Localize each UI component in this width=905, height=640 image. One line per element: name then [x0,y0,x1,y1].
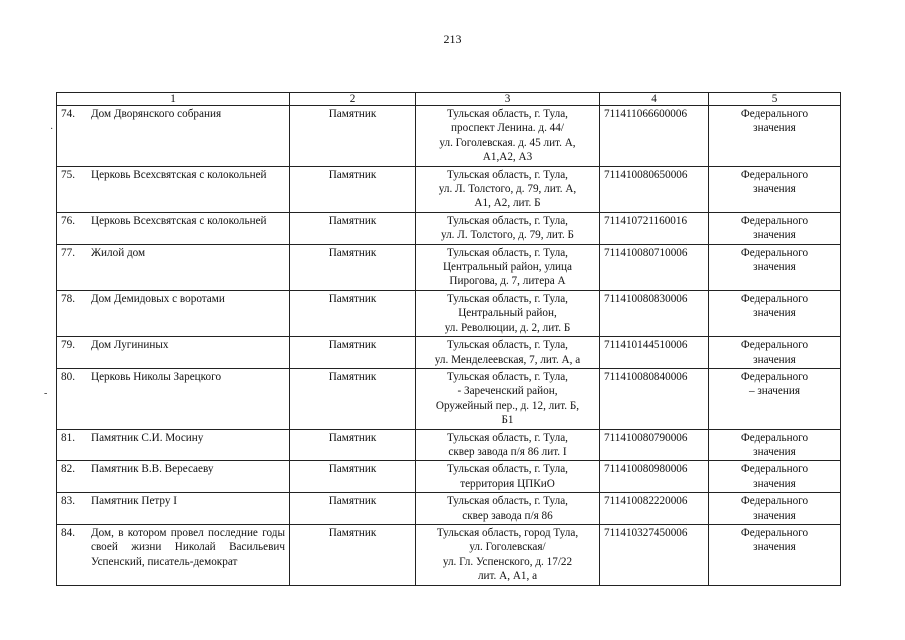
object-type-cell: Памятник [290,429,416,461]
address-line: ул. Гл. Успенского, д. 17/22 [442,555,573,568]
address-line: - Зареченский район, [457,385,558,398]
significance-cell [709,212,841,244]
registry-code-cell: 711411066600006 [600,106,709,167]
column-header-row [57,93,841,106]
address-line: Тульская область, город Тула, [436,526,579,539]
object-name: Церковь Всехсвятская с колокольней [91,214,267,227]
table-row [57,106,841,167]
address-line: ул. Менделеевская, 7, лит. А, а [434,353,581,366]
heritage-registry-table [56,92,841,586]
significance-line: Федерального [740,339,809,352]
object-name: Дом Дворянского собрания [91,108,222,120]
registry-code-cell: 711410080650006 [600,166,709,212]
object-type-cell: Памятник [290,337,416,369]
row-number: 75. [61,168,75,181]
object-name: Дом, в котором провел последние годы своей жизни Николай Васильевич Успенский, писатель-демократ [91,526,285,568]
address-line: ул. Гоголевская/ [469,541,546,554]
significance-line: значения [753,477,796,490]
table-row [57,290,841,336]
significance-line: значения [753,261,796,274]
row-number: 74. [61,108,75,120]
object-name: Церковь Всехсвятская с колокольней [91,168,267,181]
significance-line: значения [753,183,796,196]
address-line: Б1 [501,414,514,427]
significance-cell [709,524,841,585]
table-row [57,337,841,369]
address-line: Тульская область, г. Тула, [447,463,568,476]
object-name-cell [57,461,290,493]
significance-line: Федерального [740,214,809,227]
address-line: Центральный район, улица [442,261,573,274]
scan-mark: · [50,124,54,135]
significance-cell [709,461,841,493]
address-line: проспект Ленина. д. 44/ [451,122,564,135]
address-line: Тульская область, г. Тула, [447,108,568,120]
object-name: Памятник В.В. Вересаеву [91,463,214,476]
table-row [57,368,841,429]
table-body [57,106,841,586]
row-number: 80. [61,370,75,383]
significance-line: значения [753,509,796,522]
row-number: 84. [61,526,75,539]
address-line: А1,А2, А3 [482,151,533,164]
object-name: Памятник Петру I [91,495,177,508]
object-name-cell [57,493,290,525]
address-line: Тульская область, г. Тула, [447,246,568,259]
scan-mark: - [44,388,48,399]
significance-line: Федерального [740,246,809,259]
significance-cell [709,429,841,461]
table-row [57,244,841,290]
object-type-cell: Памятник [290,368,416,429]
column-header-4: 4 [600,93,709,106]
column-header-3: 3 [416,93,600,106]
table-row [57,166,841,212]
object-name-cell [57,290,290,336]
row-number: 78. [61,292,75,305]
object-type-cell: Памятник [290,166,416,212]
significance-cell [709,290,841,336]
significance-line: значения [753,229,796,242]
significance-line: Федерального [740,495,809,508]
row-number: 83. [61,495,75,508]
address-line: Тульская область, г. Тула, [447,431,568,444]
significance-line: Федерального [740,463,809,476]
row-number: 82. [61,463,75,476]
significance-line: – значения [748,385,801,398]
significance-cell [709,106,841,167]
row-number: 77. [61,246,75,259]
column-header-1: 1 [57,93,290,106]
address-cell [416,429,600,461]
address-line: А1, А2, лит. Б [474,197,541,210]
significance-cell [709,244,841,290]
significance-line: Федерального [740,292,809,305]
address-line: территория ЦПКиО [460,477,555,490]
object-name-cell [57,337,290,369]
table-row [57,524,841,585]
address-line: Пирогова, д. 7, литера А [449,275,566,288]
object-name-cell [57,106,290,167]
object-type-cell: Памятник [290,106,416,167]
object-type-cell: Памятник [290,493,416,525]
registry-code-cell: 711410080980006 [600,461,709,493]
object-type-cell: Памятник [290,212,416,244]
address-cell [416,106,600,167]
address-cell [416,166,600,212]
significance-line: значения [753,307,796,320]
row-number: 79. [61,339,75,352]
object-name-cell [57,429,290,461]
significance-cell [709,337,841,369]
registry-code-cell: 711410080710006 [600,244,709,290]
page-number: 213 [443,32,462,46]
address-line: ул. Революции, д. 2, лит. Б [444,321,571,334]
address-line: Оружейный пер., д. 12, лит. Б, [435,399,580,412]
registry-code-cell: 711410144510006 [600,337,709,369]
address-cell [416,461,600,493]
address-line: Тульская область, г. Тула, [447,495,568,508]
object-name-cell [57,166,290,212]
address-cell [416,337,600,369]
address-line: Тульская область, г. Тула, [447,168,568,181]
significance-line: значения [753,353,796,366]
significance-line: Федерального [740,370,809,383]
table-row [57,461,841,493]
row-number: 76. [61,214,75,227]
significance-line: Федерального [740,431,809,444]
address-line: ул. Л. Толстого, д. 79, лит. А, [438,183,577,196]
address-line: лит. А, А1, а [477,570,538,583]
column-header-2: 2 [290,93,416,106]
object-name: Жилой дом [91,246,146,259]
significance-cell [709,493,841,525]
address-line: Тульская область, г. Тула, [447,370,568,383]
address-cell [416,212,600,244]
object-name: Церковь Николы Зарецкого [91,370,222,383]
address-line: Тульская область, г. Тула, [447,292,568,305]
table-row [57,429,841,461]
registry-code-cell: 711410327450006 [600,524,709,585]
object-name: Дом Лугининых [91,339,169,352]
registry-code-cell: 711410082220006 [600,493,709,525]
significance-line: значения [753,541,796,554]
object-name-cell [57,244,290,290]
object-type-cell: Памятник [290,290,416,336]
object-type-cell: Памятник [290,461,416,493]
significance-cell [709,368,841,429]
address-line: ул. Л. Толстого, д. 79, лит. Б [441,229,574,242]
significance-line: значения [753,445,796,458]
row-number: 81. [61,431,75,444]
object-name: Дом Демидовых с воротами [91,292,225,305]
address-cell [416,290,600,336]
address-line: Центральный район, [458,307,557,320]
significance-line: Федерального [740,526,809,539]
registry-code-cell: 711410080790006 [600,429,709,461]
address-line: Тульская область, г. Тула, [447,214,568,227]
registry-code-cell: 711410080830006 [600,290,709,336]
address-line: ул. Гоголевская. д. 45 лит. А, [439,136,576,149]
address-line: сквер завода п/я 86 [462,509,553,522]
address-cell [416,244,600,290]
address-cell [416,524,600,585]
significance-line: Федерального [740,108,809,120]
table-row [57,493,841,525]
address-cell [416,493,600,525]
significance-line: значения [753,122,796,135]
address-line: сквер завода п/я 86 лит. I [448,445,567,458]
object-name-cell [57,524,290,585]
column-header-5: 5 [709,93,841,106]
object-name-cell [57,368,290,429]
address-line: Тульская область, г. Тула, [447,339,568,352]
registry-code-cell: 711410721160016 [600,212,709,244]
significance-cell [709,166,841,212]
address-cell [416,368,600,429]
table-row [57,212,841,244]
object-type-cell: Памятник [290,244,416,290]
object-name-cell [57,212,290,244]
registry-code-cell: 711410080840006 [600,368,709,429]
significance-line: Федерального [740,168,809,181]
object-type-cell: Памятник [290,524,416,585]
object-name: Памятник С.И. Мосину [91,431,204,444]
